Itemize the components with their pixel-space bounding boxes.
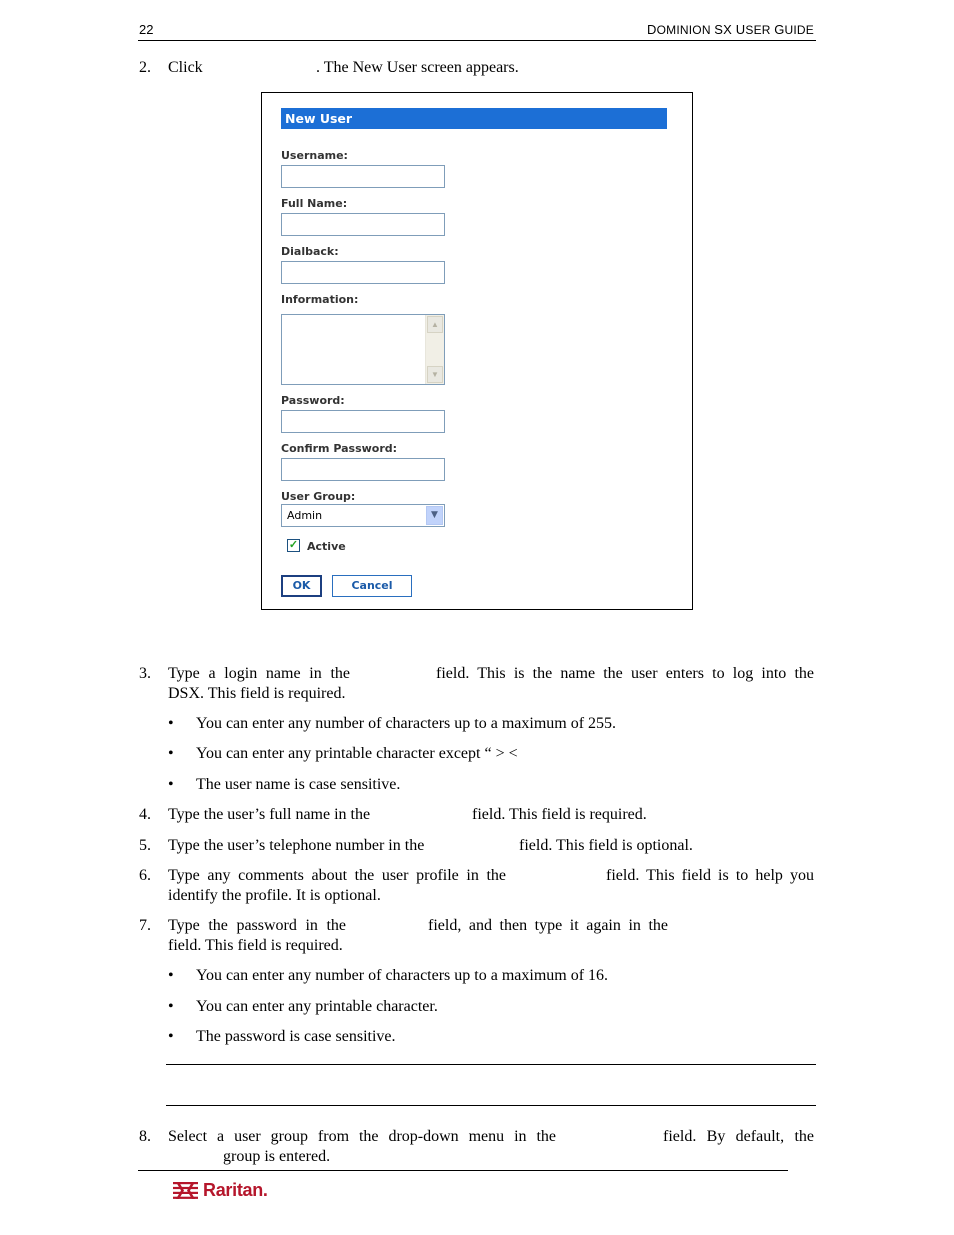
step-3-bullet-3: The user name is case sensitive. bbox=[196, 776, 401, 793]
ok-button[interactable]: OK bbox=[281, 575, 322, 597]
checkmark-icon: ✓ bbox=[288, 539, 299, 551]
note-rule-top bbox=[166, 1064, 816, 1065]
step-8-text-a: Select a user group from the drop-down menu in the bbox=[168, 1128, 556, 1145]
step-4-text-a: Type the user’s full name in the bbox=[168, 806, 371, 823]
step-7-bullet-2: You can enter any printable character. bbox=[196, 998, 438, 1015]
username-input[interactable] bbox=[281, 165, 445, 188]
step-3-bullet-1: You can enter any number of characters up to a maximum of 255. bbox=[196, 715, 617, 732]
step-5-text-a: Type the user’s telephone number in the bbox=[168, 837, 425, 854]
step-6-number: 6. bbox=[139, 867, 151, 884]
password-label: Password: bbox=[281, 394, 345, 407]
confirm-password-input[interactable] bbox=[281, 458, 445, 481]
user-group-select[interactable] bbox=[281, 504, 445, 527]
bullet-icon: • bbox=[168, 776, 174, 793]
step-8-number: 8. bbox=[139, 1128, 151, 1145]
step-2-text: . The New User screen appears. bbox=[316, 59, 519, 76]
dialback-label: Dialback: bbox=[281, 245, 339, 258]
password-input[interactable] bbox=[281, 410, 445, 433]
fullname-label: Full Name: bbox=[281, 197, 348, 210]
footer-rule bbox=[138, 1170, 788, 1171]
scroll-up-icon[interactable]: ▲ bbox=[427, 316, 443, 333]
scroll-down-icon[interactable]: ▼ bbox=[427, 366, 443, 383]
step-2-click: Click bbox=[168, 59, 203, 76]
step-7-number: 7. bbox=[139, 917, 151, 934]
chevron-down-icon[interactable]: ▼ bbox=[426, 506, 443, 525]
step-6-text-c: identify the profile. It is optional. bbox=[168, 887, 381, 904]
step-7-text-c: field. This field is required. bbox=[168, 937, 343, 954]
step-4-number: 4. bbox=[139, 806, 151, 823]
confirm-password-label: Confirm Password: bbox=[281, 442, 398, 455]
step-3-text-c: DSX. This field is required. bbox=[168, 685, 346, 702]
information-scrollbar[interactable] bbox=[425, 315, 444, 384]
user-group-label: User Group: bbox=[281, 490, 356, 503]
step-3-text-b: field. This is the name the user enters to log into the bbox=[436, 665, 814, 682]
step-5-number: 5. bbox=[139, 837, 151, 854]
step-3-number: 3. bbox=[139, 665, 151, 682]
step-6-text-a: Type any comments about the user profile in the bbox=[168, 867, 506, 884]
bullet-icon: • bbox=[168, 1028, 174, 1045]
bullet-icon: • bbox=[168, 967, 174, 984]
raritan-logo-text: Raritan. bbox=[203, 1180, 268, 1200]
step-8-text-b: field. By default, the bbox=[663, 1128, 814, 1145]
step-8-text-c: group is entered. bbox=[223, 1148, 331, 1165]
step-5-text-b: field. This field is optional. bbox=[519, 837, 693, 854]
guide-title: DOMINION SX USER GUIDE bbox=[647, 22, 814, 37]
step-7-bullet-1: You can enter any number of characters up to a maximum of 16. bbox=[196, 967, 609, 984]
step-6-text-b: field. This field is to help you bbox=[606, 867, 814, 884]
active-label: Active bbox=[307, 540, 346, 553]
bullet-icon: • bbox=[168, 715, 174, 732]
active-checkbox[interactable] bbox=[287, 539, 300, 552]
step-3-bullet-2: You can enter any printable character except “ > < bbox=[196, 745, 518, 762]
information-textarea[interactable] bbox=[281, 314, 445, 385]
fullname-input[interactable] bbox=[281, 213, 445, 236]
step-3-text-a: Type a login name in the bbox=[168, 665, 350, 682]
step-7-text-a: Type the password in the bbox=[168, 917, 346, 934]
username-label: Username: bbox=[281, 149, 348, 162]
page-number: 22 bbox=[139, 22, 154, 37]
note-rule-bottom bbox=[166, 1105, 816, 1106]
step-4-text-b: field. This field is required. bbox=[472, 806, 647, 823]
user-group-value: Admin bbox=[287, 509, 323, 522]
step-7-bullet-3: The password is case sensitive. bbox=[196, 1028, 396, 1045]
step-2-number: 2. bbox=[139, 59, 151, 76]
step-7-text-b: field, and then type it again in the bbox=[428, 917, 668, 934]
dialog-title: New User bbox=[281, 108, 667, 129]
bullet-icon: • bbox=[168, 745, 174, 762]
bullet-icon: • bbox=[168, 998, 174, 1015]
information-label: Information: bbox=[281, 293, 359, 306]
cancel-button[interactable]: Cancel bbox=[332, 575, 412, 597]
dialback-input[interactable] bbox=[281, 261, 445, 284]
header-rule bbox=[138, 40, 816, 41]
raritan-logo-mark-icon bbox=[173, 1182, 198, 1199]
new-user-dialog bbox=[261, 92, 693, 610]
